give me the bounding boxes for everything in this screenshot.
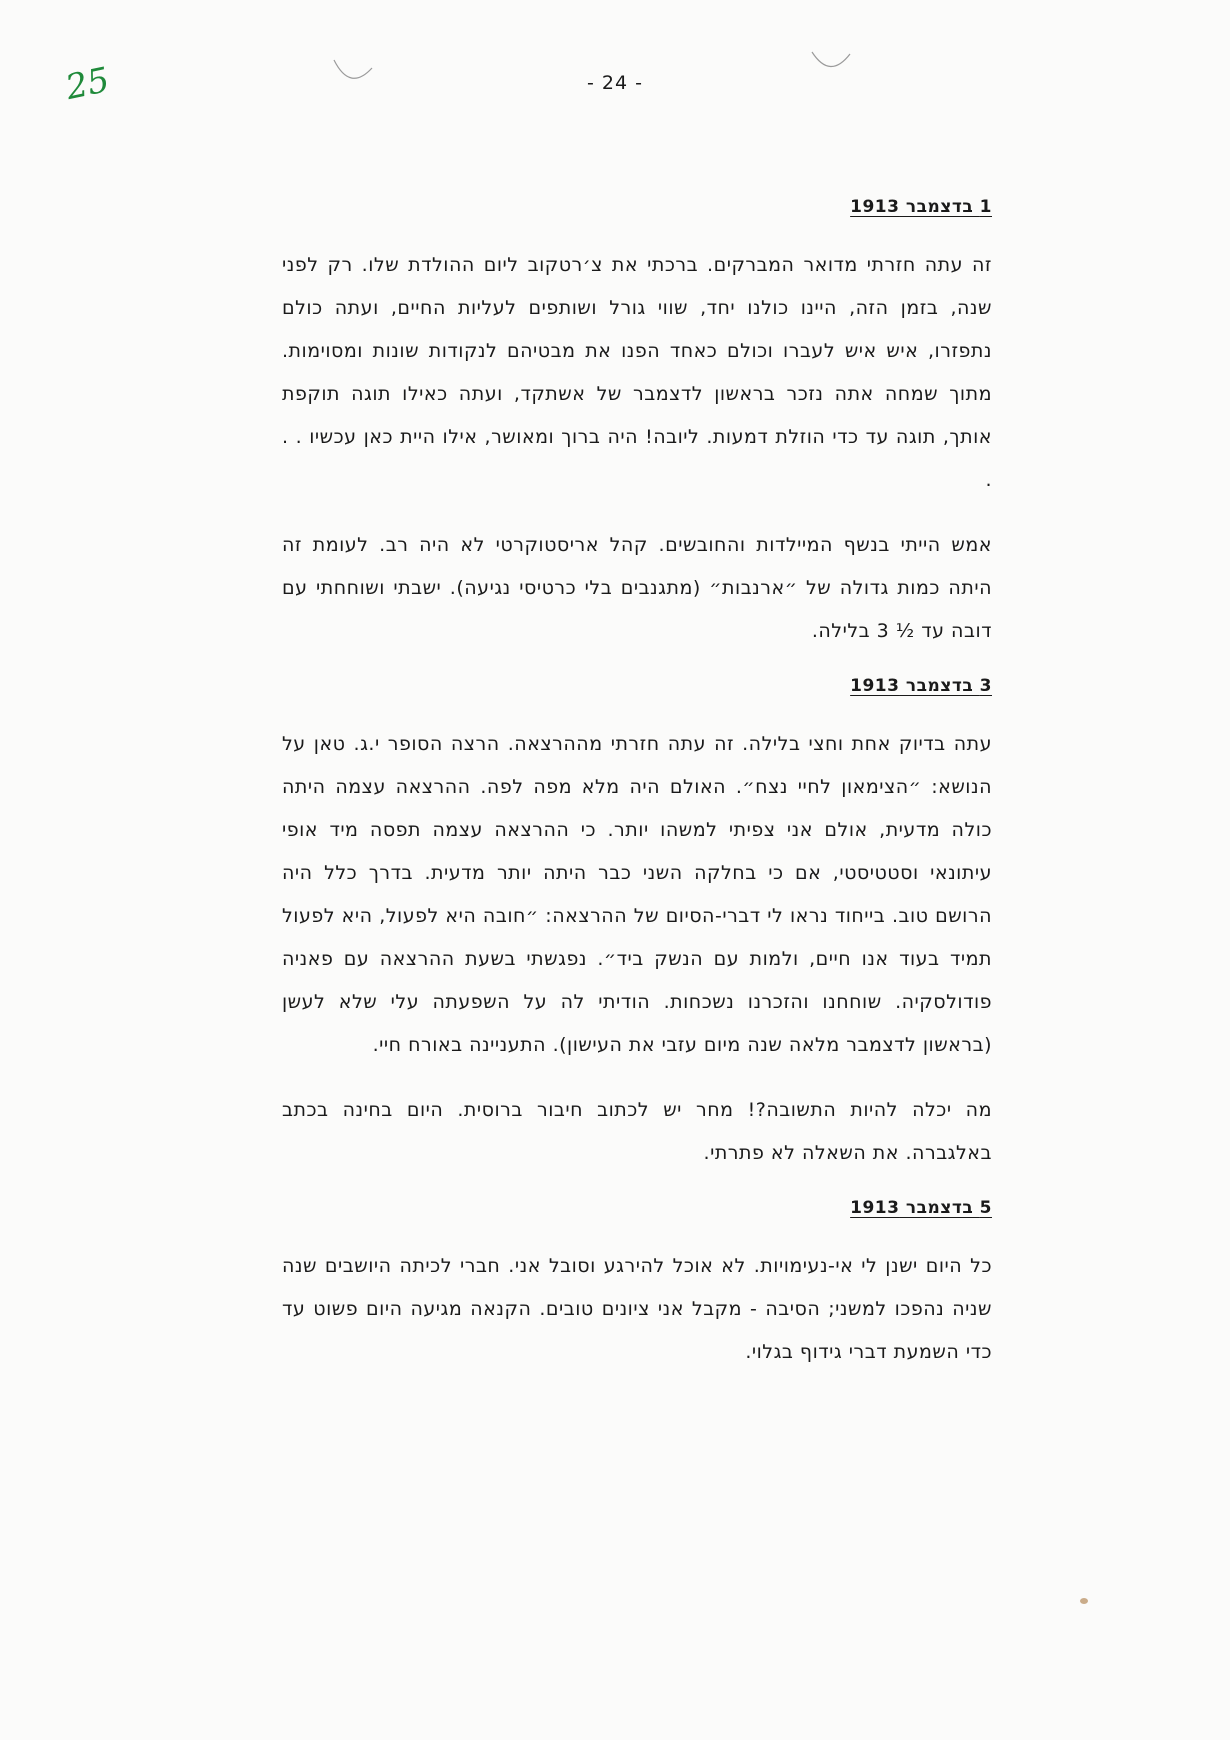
- page-number: - 24 -: [587, 72, 643, 94]
- paper-speck: [1080, 1598, 1088, 1604]
- diary-entry: [282, 196, 992, 653]
- entry-paragraph: זה עתה חזרתי מדואר המברקים. ברכתי את צ׳רטקוב ליום ההולדת שלו. רק לפני שנה, בזמן הזה, היינו כולנו יחד, שווי גורל ושותפים לעליות החיים, ועתה כולם נתפזרו, איש איש לעברו וכולם כאחד הפנו את מבטיהם לנקודות שונות ומסוימות. מתוך שמחה אתה נזכר בראשון לדצמבר של אשתקד, ועתה כאילו תוגה תוקפת אותך, תוגה עד כדי הוזלת דמעות. ליובה! היה ברוך ומאושר, אילו היית כאן עכשיו . . .: [282, 254, 992, 491]
- entry-paragraph: עתה בדיוק אחת וחצי בלילה. זה עתה חזרתי מההרצאה. הרצה הסופר י.ג. טאן על הנושא: ״הצימאון לחיי נצח״. האולם היה מלא מפה לפה. ההרצאה עצמה היתה כולה מדעית, אולם אני צפיתי למשהו יותר. כי ההרצאה עצמה תפסה מיד אופי עיתונאי וסטטיסטי, אם כי בחלקה השני כבר היתה יותר מדעית. בדרך כלל היה הרושם טוב. בייחוד נראו לי דברי-הסיום של ההרצאה: ״חובה היא לפעול, היא לפעול תמיד בעוד אנו חיים, ולמות עם הנשק ביד״. נפגשתי בשעת ההרצאה עם פאניה פודולסקיה. שוחחנו והזכרנו נשכחות. הודיתי לה על השפעתה עלי שלא לעשן (בראשון לדצמבר מלאה שנה מיום עזבי את העישון). התעניינה באורח חיי.: [282, 733, 992, 1056]
- entry-paragraph: אמש הייתי בנשף המיילדות והחובשים. קהל אריסטוקרטי לא היה רב. לעומת זה היתה כמות גדולה של ״ארנבות״ (מתגנבים בלי כרטיסי נגיעה). ישבתי ושוחחתי עם דובה עד ½ 3 בלילה.: [282, 534, 992, 642]
- entry-paragraph: מה יכלה להיות התשובה?! מחר יש לכתוב חיבור ברוסית. היום בחינה בכתב באלגברה. את השאלה לא פתרתי.: [282, 1099, 992, 1164]
- diary-entry: [282, 1197, 992, 1374]
- entry-date-heading: 3 בדצמבר 1913: [850, 676, 992, 696]
- entry-date-heading: 5 בדצמבר 1913: [850, 1198, 992, 1218]
- entry-paragraph: כל היום ישנן לי אי-נעימויות. לא אוכל להירגע וסובל אני. חברי לכיתה היושבים שנה שניה נהפכו למשני; הסיבה - מקבל אני ציונים טובים. הקנאה מגיעה היום פשוט עד כדי השמעת דברי גידוף בגלוי.: [282, 1255, 992, 1363]
- diary-entry: [282, 675, 992, 1175]
- diary-content: [282, 196, 992, 1396]
- handwritten-page-number: 25: [62, 59, 113, 109]
- entry-date-heading: 1 בדצמבר 1913: [850, 197, 992, 217]
